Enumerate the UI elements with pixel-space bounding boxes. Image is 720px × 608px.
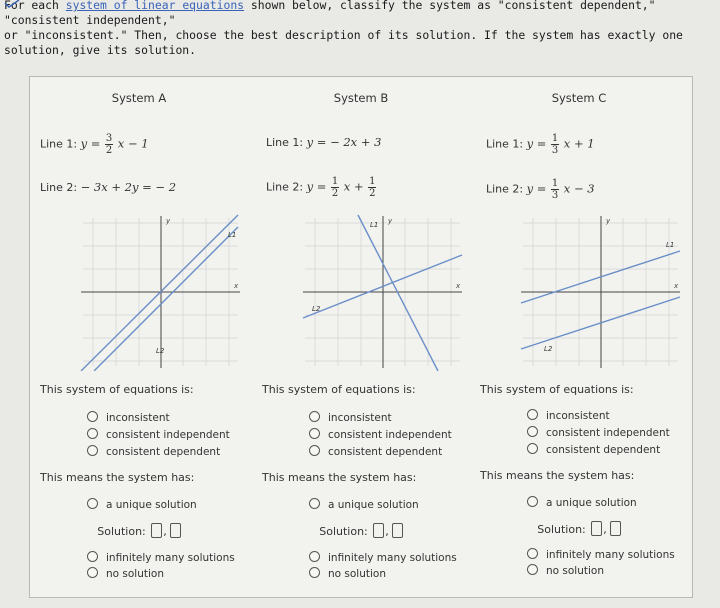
frac-den: 2 [369,188,376,199]
system-b-graph [300,213,465,371]
option-label: no solution [546,565,604,577]
radio-icon[interactable] [309,428,320,439]
option-label: consistent dependent [328,446,443,458]
system-c-opt-none[interactable] [527,564,604,577]
system-b-title: System B [333,91,389,105]
system-c-opt-consistent-dependent[interactable] [527,443,660,456]
fraction [551,178,559,201]
l2-label: L2 [156,347,165,355]
y-axis-label: y [388,217,393,225]
radio-icon[interactable] [87,411,98,422]
option-label: infinitely many solutions [546,549,675,561]
fraction [331,176,339,199]
radio-icon[interactable] [309,445,320,456]
option-label: infinitely many solutions [106,552,235,564]
checkmark-icon [4,0,20,8]
x-axis-label: x [456,282,461,290]
system-a-opt-consistent-dependent[interactable] [87,445,220,458]
l1-label: L1 [228,231,237,239]
systems-panel [29,76,693,598]
option-label: consistent independent [546,427,670,439]
option-label: inconsistent [328,412,392,424]
system-b-opt-unique[interactable] [309,498,419,511]
line1-label: Line 1: [40,137,78,151]
option-label: consistent dependent [106,446,221,458]
system-c-opt-infinite[interactable] [527,548,675,561]
line2-label: Line 2: [266,180,304,194]
option-label: a unique solution [106,499,197,511]
line2-label: Line 2: [486,182,524,196]
solution-y-input[interactable] [392,523,403,538]
radio-icon[interactable] [309,567,320,578]
eq-lhs: y [80,136,88,151]
radio-icon[interactable] [87,445,98,456]
system-b-opt-none[interactable] [309,567,386,580]
eq-expr: − 3x + 2y = − 2 [80,180,177,194]
option-label: consistent independent [328,429,452,441]
radio-icon[interactable] [309,498,320,509]
radio-icon[interactable] [527,409,538,420]
eq-sign: = [90,136,101,151]
system-c-line2 [486,178,595,201]
system-c-question1: This system of equations is: [480,383,634,396]
frac-num: 1 [551,133,559,144]
system-c-opt-consistent-independent[interactable] [527,426,670,439]
instructions-text-2: shown below, classify the system as "consistent dependent," "consistent independent," [4,0,656,27]
system-b-question1: This system of equations is: [262,383,416,396]
frac-num: 1 [369,176,376,187]
option-label: inconsistent [106,412,170,424]
system-a-column [30,77,248,597]
system-b-opt-infinite[interactable] [309,551,457,564]
system-c-title: System C [551,91,607,105]
eq-mid: x + [343,179,364,194]
eq-lhs: y [526,136,534,151]
eq-rest: x − 1 [117,136,149,151]
solution-label: Solution: [537,523,586,536]
y-axis-label: y [166,217,171,225]
system-a-opt-inconsistent[interactable] [87,411,170,424]
frac-den: 2 [331,188,339,199]
system-c-graph [518,213,683,371]
frac-num: 1 [331,176,339,187]
option-label: no solution [328,568,386,580]
radio-icon[interactable] [87,498,98,509]
system-a-opt-infinite[interactable] [87,551,235,564]
eq-sign: = [536,181,547,196]
line1-label: Line 1: [266,136,304,149]
solution-y-input[interactable] [610,521,621,536]
radio-icon[interactable] [87,428,98,439]
system-b-line2 [266,176,377,199]
system-b-opt-consistent-dependent[interactable] [309,445,442,458]
system-a-question2: This means the system has: [40,471,195,484]
option-label: infinitely many solutions [328,552,457,564]
system-b-opt-inconsistent[interactable] [309,411,392,424]
line2-label: Line 2: [40,181,78,194]
radio-icon[interactable] [527,496,538,507]
eq-expr: y = − 2x + 3 [306,135,382,149]
frac-den: 3 [551,145,559,156]
system-c-opt-unique[interactable] [527,496,637,509]
y-axis-label: y [606,217,611,225]
option-label: a unique solution [546,497,637,509]
radio-icon[interactable] [527,548,538,559]
system-b-column [252,77,470,597]
solution-x-input[interactable] [591,521,602,536]
solution-label: Solution: [319,525,368,538]
radio-icon[interactable] [87,567,98,578]
l2-label: L2 [312,305,321,313]
radio-icon[interactable] [527,443,538,454]
system-a-question1: This system of equations is: [40,383,194,396]
option-label: a unique solution [328,499,419,511]
frac-num: 3 [105,133,113,144]
eq-sign: = [536,136,547,151]
fraction [551,133,559,156]
line1-label: Line 1: [486,137,524,151]
system-c-column [470,77,688,597]
system-b-question2: This means the system has: [262,471,417,484]
radio-icon[interactable] [309,411,320,422]
system-c-question2: This means the system has: [480,469,635,482]
system-a-opt-consistent-independent[interactable] [87,428,230,441]
system-b-opt-consistent-independent[interactable] [309,428,452,441]
system-c-opt-inconsistent[interactable] [527,409,610,422]
eq-lhs: y [526,181,534,196]
eq-lhs: y [306,179,314,194]
option-label: consistent dependent [546,444,661,456]
instructions-line-2: or "inconsistent." Then, choose the best description of its solution. If the system has exactly one solution, give its solution. [4,28,683,57]
solution-label: Solution: [97,525,146,538]
radio-icon[interactable] [309,551,320,562]
fraction [105,133,113,156]
system-a-title: System A [111,91,167,105]
radio-icon[interactable] [527,564,538,575]
l1-label: L1 [666,241,675,249]
system-a-opt-none[interactable] [87,567,164,580]
frac-num: 1 [551,178,559,189]
eq-sign: = [316,179,327,194]
system-a-line2 [40,180,176,194]
system-b-solution-row: Solution: , [252,523,470,538]
eq-rest: x − 3 [563,181,595,196]
frac-den: 3 [551,190,559,201]
option-label: inconsistent [546,410,610,422]
system-a-solution-row: Solution: , [30,523,248,538]
l1-label: L1 [370,221,379,229]
system-b-line1 [266,135,381,149]
system-c-solution-row: Solution: , [470,521,688,536]
instructions-text: For each [4,0,66,12]
option-label: consistent independent [106,429,230,441]
x-axis-label: x [234,282,239,290]
system-a-graph [78,213,243,371]
option-label: no solution [106,568,164,580]
solution-x-input[interactable] [151,523,162,538]
system-c-line1 [486,133,595,156]
solution-y-input[interactable] [170,523,181,538]
solution-x-input[interactable] [373,523,384,538]
fraction [368,176,376,199]
eq-rest: x + 1 [563,136,595,151]
radio-icon[interactable] [527,426,538,437]
x-axis-label: x [674,282,679,290]
instructions [4,0,716,58]
linear-systems-link[interactable]: system of linear equations [65,0,245,12]
l2-label: L2 [544,345,553,353]
system-a-line1 [40,133,149,156]
frac-den: 2 [105,145,113,156]
system-a-opt-unique[interactable] [87,498,197,511]
radio-icon[interactable] [87,551,98,562]
